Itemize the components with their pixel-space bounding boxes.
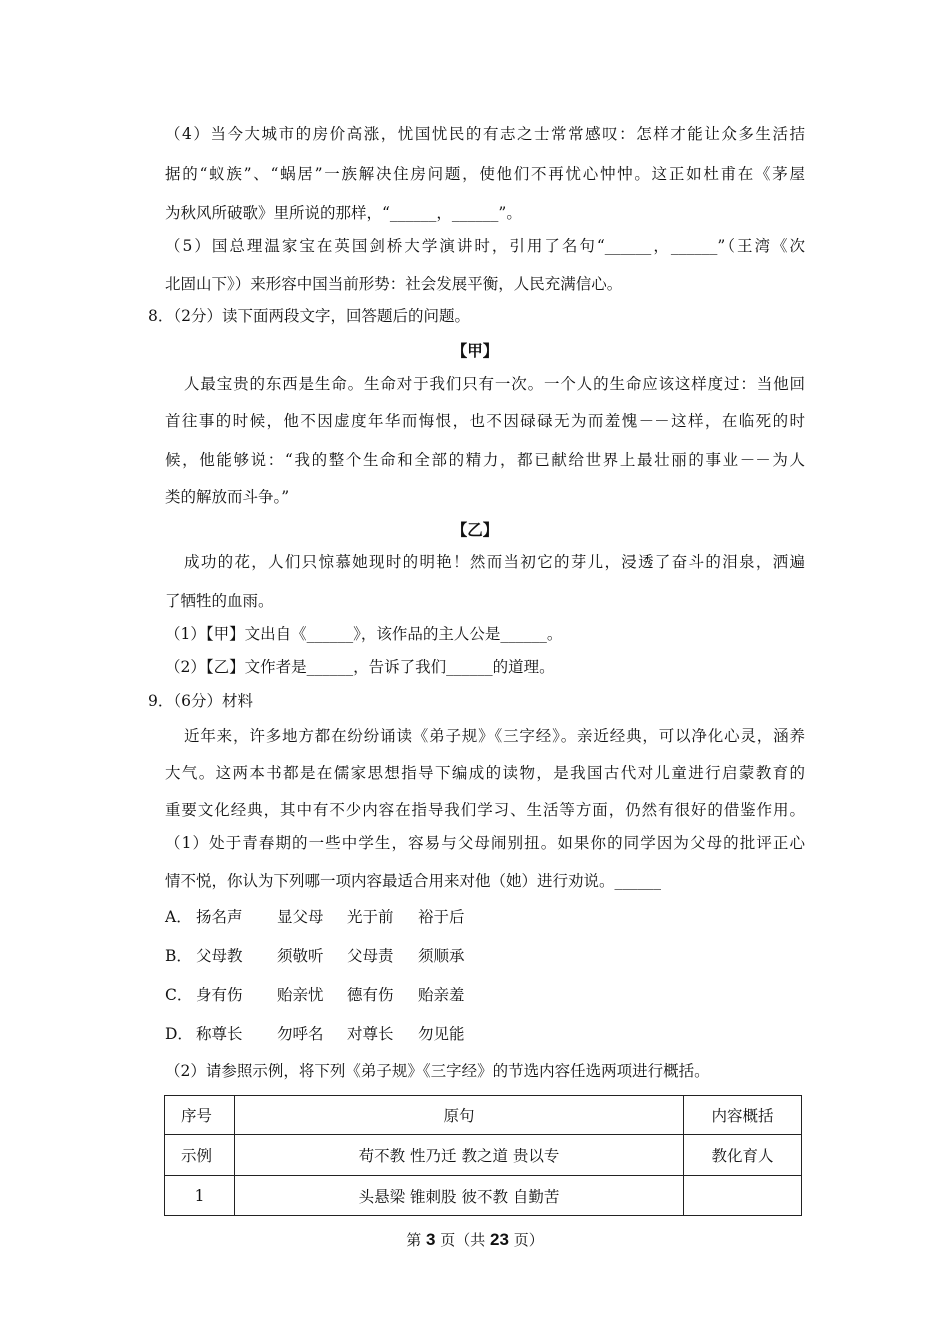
option-phrase: 德有伤 bbox=[347, 986, 394, 1004]
page-footer bbox=[0, 1229, 950, 1250]
q8-jia-line4: 类的解放而斗争。” bbox=[165, 488, 290, 506]
option-phrase: 贻亲羞 bbox=[418, 986, 465, 1004]
q8-yi-title: 【乙】 bbox=[451, 520, 499, 539]
q8-yi-line2: 了牺牲的血雨。 bbox=[165, 592, 274, 610]
table-row bbox=[165, 1176, 802, 1216]
q9-stem: 9．（6分）材料 bbox=[148, 692, 253, 710]
table-cell: 示例 bbox=[165, 1135, 235, 1176]
option-phrase: 勿呼名 bbox=[277, 1025, 324, 1043]
option-label: C． bbox=[165, 986, 193, 1004]
summary-table bbox=[164, 1095, 802, 1216]
q8-jia-line2: 首往事的时候，他不因虚度年华而悔恨，也不因碌碌无为而羞愧－－这样，在临死的时 bbox=[165, 412, 805, 430]
q8-jia-line3: 候，他能够说：“我的整个生命和全部的精力，都已献给世界上最壮丽的事业－－为人 bbox=[165, 451, 805, 469]
q8-jia-title: 【甲】 bbox=[451, 341, 499, 360]
option-label: D． bbox=[165, 1025, 193, 1043]
option-phrase: 父母教 bbox=[196, 947, 243, 965]
footer-total-pages: 23 bbox=[490, 1230, 509, 1249]
footer-middle: 页（共 bbox=[435, 1231, 491, 1249]
option-label: B． bbox=[165, 947, 192, 965]
option-phrase: 身有伤 bbox=[196, 986, 243, 1004]
q7-item5-line2: 北固山下》）来形容中国当前形势：社会发展平衡，人民充满信心。 bbox=[165, 275, 623, 293]
q9-sub2: （2）请参照示例，将下列《弟子规》《三字经》的节选内容任选两项进行概括。 bbox=[165, 1062, 710, 1080]
option-phrase: 须顺承 bbox=[418, 947, 465, 965]
option-phrase: 须敬听 bbox=[277, 947, 324, 965]
option-phrase: 显父母 bbox=[277, 908, 324, 926]
table-cell: 头悬梁 锥刺股 彼不教 自勤苦 bbox=[235, 1176, 684, 1216]
option-phrase: 光于前 bbox=[347, 908, 394, 926]
option-phrase: 贻亲忧 bbox=[277, 986, 324, 1004]
q9-sub1-line1: （1）处于青春期的一些中学生，容易与父母闹别扭。如果你的同学因为父母的批评正心 bbox=[165, 834, 805, 852]
q7-item5-line1: （5）国总理温家宝在英国剑桥大学演讲时，引用了名句“______，______”（王湾《次 bbox=[165, 237, 805, 255]
option-phrase: 扬名声 bbox=[196, 908, 243, 926]
header-cell-original: 原句 bbox=[235, 1096, 684, 1135]
option-phrase: 称尊长 bbox=[196, 1025, 243, 1043]
option-phrase: 勿见能 bbox=[418, 1025, 465, 1043]
q9-material-line1: 近年来，许多地方都在纷纷诵读《弟子规》《三字经》。亲近经典，可以净化心灵，涵养 bbox=[184, 727, 805, 745]
table-header-row bbox=[165, 1096, 802, 1135]
q7-item4-line1: （4）当今大城市的房价高涨，忧国忧民的有志之士常常感叹：怎样才能让众多生活拮 bbox=[165, 125, 805, 143]
q7-item4-line2: 据的“蚁族”、“蜗居”一族解决住房问题，使他们不再忧心忡忡。这正如杜甫在《茅屋 bbox=[165, 165, 805, 183]
table-cell-empty[interactable] bbox=[684, 1176, 802, 1216]
table-cell: 教化育人 bbox=[684, 1135, 802, 1176]
table-cell: 苟不教 性乃迁 教之道 贵以专 bbox=[235, 1135, 684, 1176]
q9-sub1-line2: 情不悦，你认为下列哪一项内容最适合用来对他（她）进行劝说。______ bbox=[165, 872, 662, 890]
q8-stem: 8．（2分）读下面两段文字，回答题后的问题。 bbox=[148, 307, 470, 325]
option-phrase: 对尊长 bbox=[347, 1025, 394, 1043]
header-cell-summary: 内容概括 bbox=[684, 1096, 802, 1135]
header-cell-index: 序号 bbox=[165, 1096, 235, 1135]
q8-sub2: （2）【乙】文作者是______，告诉了我们______的道理。 bbox=[165, 658, 555, 676]
q8-sub1: （1）【甲】文出自《______》，该作品的主人公是______。 bbox=[165, 625, 563, 643]
option-phrase: 裕于后 bbox=[418, 908, 465, 926]
footer-page-number: 3 bbox=[426, 1230, 436, 1249]
q8-jia-line1: 人最宝贵的东西是生命。生命对于我们只有一次。一个人的生命应该这样度过：当他回 bbox=[184, 375, 805, 393]
option-label: A． bbox=[165, 908, 192, 926]
footer-prefix: 第 bbox=[406, 1231, 427, 1249]
table-cell: 1 bbox=[165, 1176, 235, 1216]
q9-material-line2: 大气。这两本书都是在儒家思想指导下编成的读物，是我国古代对儿童进行启蒙教育的 bbox=[165, 764, 805, 782]
table-row bbox=[165, 1135, 802, 1176]
option-phrase: 父母责 bbox=[347, 947, 394, 965]
q9-material-line3: 重要文化经典，其中有不少内容在指导我们学习、生活等方面，仍然有很好的借鉴作用。 bbox=[165, 801, 805, 819]
q8-yi-line1: 成功的花，人们只惊慕她现时的明艳！然而当初它的芽儿，浸透了奋斗的泪泉，洒遍 bbox=[184, 553, 805, 571]
footer-suffix: 页） bbox=[508, 1231, 544, 1249]
q7-item4-line3: 为秋风所破歌》里所说的那样，“______，______”。 bbox=[165, 204, 522, 222]
